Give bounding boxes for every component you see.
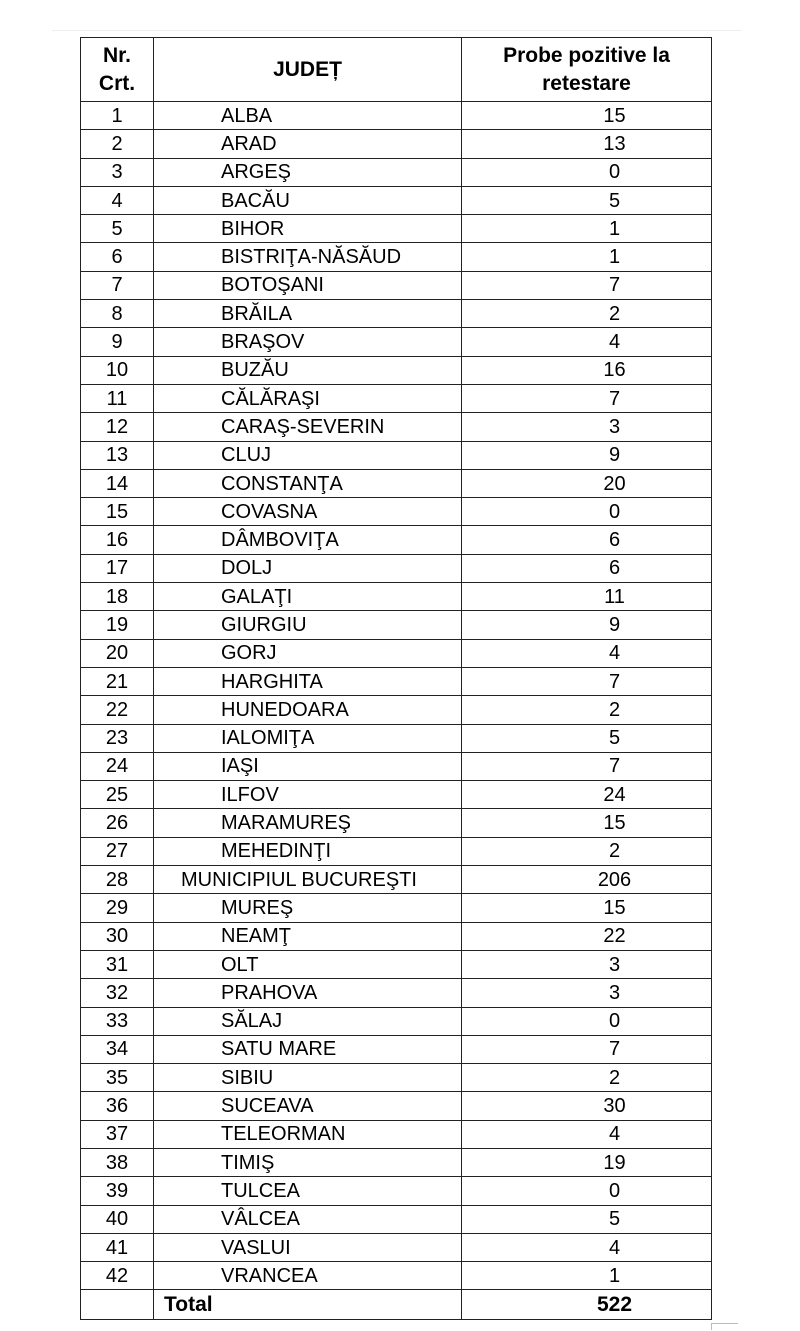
row-value: 206 xyxy=(462,866,712,894)
table-row xyxy=(81,413,712,441)
row-number: 8 xyxy=(81,300,154,328)
row-value: 7 xyxy=(462,752,712,780)
row-value: 11 xyxy=(462,583,712,611)
table-row xyxy=(81,1205,712,1233)
row-judet: VRANCEA xyxy=(154,1262,462,1290)
row-value: 5 xyxy=(462,1205,712,1233)
row-judet: TELEORMAN xyxy=(154,1120,462,1148)
row-number: 9 xyxy=(81,328,154,356)
row-judet: OLT xyxy=(154,950,462,978)
table-row xyxy=(81,1092,712,1120)
row-judet: BUZĂU xyxy=(154,356,462,384)
table-row xyxy=(81,781,712,809)
table-row xyxy=(81,724,712,752)
row-value: 7 xyxy=(462,384,712,412)
row-number: 2 xyxy=(81,130,154,158)
table-row xyxy=(81,1035,712,1063)
table-row xyxy=(81,186,712,214)
table-row xyxy=(81,300,712,328)
table-row xyxy=(81,328,712,356)
table-row xyxy=(81,1120,712,1148)
row-number: 27 xyxy=(81,837,154,865)
row-judet: HARGHITA xyxy=(154,667,462,695)
row-number: 5 xyxy=(81,215,154,243)
table-row xyxy=(81,1233,712,1261)
row-number: 12 xyxy=(81,413,154,441)
row-judet: GIURGIU xyxy=(154,611,462,639)
table-row xyxy=(81,384,712,412)
row-judet: CĂLĂRAŞI xyxy=(154,384,462,412)
row-value: 6 xyxy=(462,554,712,582)
header-probe-line2: retestare xyxy=(542,71,631,95)
total-empty-cell xyxy=(81,1290,154,1320)
row-number: 41 xyxy=(81,1233,154,1261)
row-judet: SUCEAVA xyxy=(154,1092,462,1120)
row-value: 9 xyxy=(462,441,712,469)
row-value: 20 xyxy=(462,469,712,497)
row-number: 17 xyxy=(81,554,154,582)
row-number: 13 xyxy=(81,441,154,469)
header-nr-line2: Crt. xyxy=(98,71,136,95)
table-footer xyxy=(81,1290,712,1320)
row-judet: BIHOR xyxy=(154,215,462,243)
row-value: 0 xyxy=(462,1007,712,1035)
row-number: 38 xyxy=(81,1148,154,1176)
row-judet: ARAD xyxy=(154,130,462,158)
table-row xyxy=(81,102,712,130)
table-row xyxy=(81,894,712,922)
row-number: 10 xyxy=(81,356,154,384)
row-number: 36 xyxy=(81,1092,154,1120)
row-number: 29 xyxy=(81,894,154,922)
row-number: 30 xyxy=(81,922,154,950)
row-judet: GALAŢI xyxy=(154,583,462,611)
row-judet: NEAMŢ xyxy=(154,922,462,950)
header-probe xyxy=(462,38,712,102)
row-value: 4 xyxy=(462,639,712,667)
row-value: 19 xyxy=(462,1148,712,1176)
table-row xyxy=(81,950,712,978)
row-value: 4 xyxy=(462,328,712,356)
row-value: 15 xyxy=(462,102,712,130)
row-judet: VASLUI xyxy=(154,1233,462,1261)
row-judet: ARGEŞ xyxy=(154,158,462,186)
row-value: 0 xyxy=(462,498,712,526)
table-row xyxy=(81,667,712,695)
table-row xyxy=(81,554,712,582)
row-value: 5 xyxy=(462,186,712,214)
row-value: 3 xyxy=(462,979,712,1007)
row-value: 2 xyxy=(462,300,712,328)
row-value: 4 xyxy=(462,1233,712,1261)
row-number: 31 xyxy=(81,950,154,978)
row-judet: MUREŞ xyxy=(154,894,462,922)
table-row xyxy=(81,837,712,865)
row-number: 23 xyxy=(81,724,154,752)
row-value: 7 xyxy=(462,271,712,299)
results-table xyxy=(80,37,712,1320)
row-value: 15 xyxy=(462,809,712,837)
row-judet: BRĂILA xyxy=(154,300,462,328)
table-row xyxy=(81,611,712,639)
row-judet: MEHEDINŢI xyxy=(154,837,462,865)
table-row xyxy=(81,752,712,780)
table-row xyxy=(81,1007,712,1035)
row-number: 42 xyxy=(81,1262,154,1290)
row-number: 11 xyxy=(81,384,154,412)
row-value: 1 xyxy=(462,243,712,271)
row-judet: CONSTANŢA xyxy=(154,469,462,497)
header-nr xyxy=(81,38,154,102)
row-number: 32 xyxy=(81,979,154,1007)
row-judet: COVASNA xyxy=(154,498,462,526)
row-number: 33 xyxy=(81,1007,154,1035)
row-judet: BRAŞOV xyxy=(154,328,462,356)
table-row xyxy=(81,271,712,299)
row-judet: HUNEDOARA xyxy=(154,696,462,724)
page-corner-mark xyxy=(711,1323,738,1330)
row-number: 3 xyxy=(81,158,154,186)
row-value: 7 xyxy=(462,1035,712,1063)
row-judet: SIBIU xyxy=(154,1064,462,1092)
row-value: 3 xyxy=(462,950,712,978)
row-value: 0 xyxy=(462,158,712,186)
row-value: 7 xyxy=(462,667,712,695)
table-row xyxy=(81,809,712,837)
row-value: 22 xyxy=(462,922,712,950)
table-row xyxy=(81,1148,712,1176)
row-judet: BISTRIŢA-NĂSĂUD xyxy=(154,243,462,271)
row-value: 2 xyxy=(462,1064,712,1092)
table-row xyxy=(81,498,712,526)
table-row xyxy=(81,469,712,497)
row-number: 15 xyxy=(81,498,154,526)
row-value: 15 xyxy=(462,894,712,922)
total-label: Total xyxy=(154,1290,462,1320)
header-judet: JUDEȚ xyxy=(154,38,462,102)
table-row xyxy=(81,1064,712,1092)
row-number: 18 xyxy=(81,583,154,611)
row-judet: VÂLCEA xyxy=(154,1205,462,1233)
table-row xyxy=(81,696,712,724)
header-nr-line1: Nr. xyxy=(102,43,131,67)
table-row xyxy=(81,639,712,667)
row-judet: CLUJ xyxy=(154,441,462,469)
row-value: 2 xyxy=(462,837,712,865)
row-number: 35 xyxy=(81,1064,154,1092)
row-number: 14 xyxy=(81,469,154,497)
row-judet: PRAHOVA xyxy=(154,979,462,1007)
row-judet: ALBA xyxy=(154,102,462,130)
row-number: 1 xyxy=(81,102,154,130)
row-value: 30 xyxy=(462,1092,712,1120)
row-number: 7 xyxy=(81,271,154,299)
row-judet: MARAMUREŞ xyxy=(154,809,462,837)
row-value: 1 xyxy=(462,1262,712,1290)
table-row xyxy=(81,356,712,384)
table-row xyxy=(81,215,712,243)
row-judet: TULCEA xyxy=(154,1177,462,1205)
row-number: 16 xyxy=(81,526,154,554)
row-value: 4 xyxy=(462,1120,712,1148)
row-judet: DÂMBOVIŢA xyxy=(154,526,462,554)
row-judet: MUNICIPIUL BUCUREŞTI xyxy=(154,866,462,894)
row-number: 28 xyxy=(81,866,154,894)
row-number: 19 xyxy=(81,611,154,639)
table-row xyxy=(81,1177,712,1205)
row-number: 24 xyxy=(81,752,154,780)
row-judet: GORJ xyxy=(154,639,462,667)
row-judet: SĂLAJ xyxy=(154,1007,462,1035)
row-judet: ILFOV xyxy=(154,781,462,809)
row-number: 21 xyxy=(81,667,154,695)
row-number: 34 xyxy=(81,1035,154,1063)
row-number: 6 xyxy=(81,243,154,271)
table-row xyxy=(81,526,712,554)
row-judet: BOTOŞANI xyxy=(154,271,462,299)
row-number: 40 xyxy=(81,1205,154,1233)
row-value: 13 xyxy=(462,130,712,158)
row-value: 24 xyxy=(462,781,712,809)
row-value: 9 xyxy=(462,611,712,639)
row-value: 16 xyxy=(462,356,712,384)
row-number: 20 xyxy=(81,639,154,667)
row-value: 1 xyxy=(462,215,712,243)
row-value: 5 xyxy=(462,724,712,752)
row-number: 4 xyxy=(81,186,154,214)
row-number: 25 xyxy=(81,781,154,809)
row-judet: BACĂU xyxy=(154,186,462,214)
row-judet: IALOMIŢA xyxy=(154,724,462,752)
header-probe-line1: Probe pozitive la xyxy=(503,43,670,67)
total-row xyxy=(81,1290,712,1320)
row-number: 39 xyxy=(81,1177,154,1205)
table-header xyxy=(81,38,712,102)
row-judet: SATU MARE xyxy=(154,1035,462,1063)
table-row xyxy=(81,1262,712,1290)
table-row xyxy=(81,441,712,469)
row-value: 2 xyxy=(462,696,712,724)
row-number: 26 xyxy=(81,809,154,837)
table-row xyxy=(81,583,712,611)
row-value: 3 xyxy=(462,413,712,441)
table-body xyxy=(81,102,712,1290)
row-judet: TIMIŞ xyxy=(154,1148,462,1176)
table-row xyxy=(81,243,712,271)
table-row xyxy=(81,158,712,186)
row-judet: IAŞI xyxy=(154,752,462,780)
row-judet: CARAŞ-SEVERIN xyxy=(154,413,462,441)
table-row xyxy=(81,130,712,158)
row-number: 22 xyxy=(81,696,154,724)
table-row xyxy=(81,922,712,950)
row-number: 37 xyxy=(81,1120,154,1148)
header-row xyxy=(81,38,712,102)
row-value: 0 xyxy=(462,1177,712,1205)
table-row xyxy=(81,979,712,1007)
table-row xyxy=(81,866,712,894)
row-value: 6 xyxy=(462,526,712,554)
total-value: 522 xyxy=(462,1290,712,1320)
row-judet: DOLJ xyxy=(154,554,462,582)
